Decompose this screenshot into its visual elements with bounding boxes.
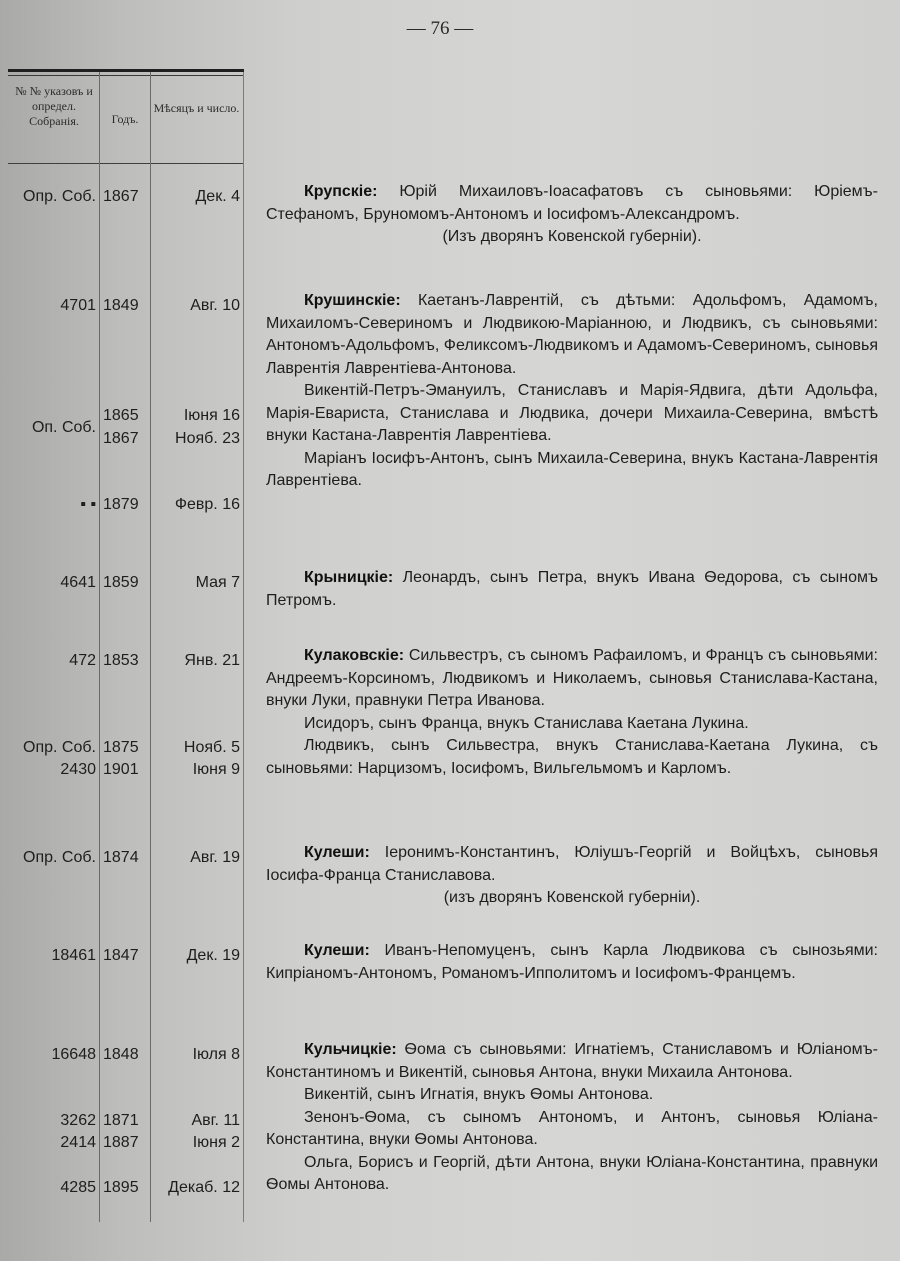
entry-text: Юрій Михаиловъ-Іоасафатовъ съ сыновьями: Юріемъ- Стефаномъ, Бруномомъ-Антономъ и Іосифомъ-Александромъ. (266, 183, 878, 223)
row-year: 1879 (103, 496, 139, 513)
row-date: Іюня 9 (192, 761, 240, 778)
table-top-rule-thin (8, 75, 244, 76)
entry-kuleshi-1 (266, 842, 878, 910)
row-number: 2414 (60, 1134, 96, 1151)
row-date: Декаб. 12 (168, 1179, 240, 1196)
entry-text: Ѳома съ сыновьями: Игнатіемъ, Станиславомъ и Юліаномъ-Константиномъ и Викентій, сыновья Антона, внуки Михаила Антонова. (266, 1041, 878, 1081)
entry-surname: Кульчицкіе: (304, 1041, 397, 1058)
row-year: 1871 (103, 1112, 139, 1129)
row-year: 1865 (103, 407, 139, 424)
row-year: 1848 (103, 1046, 139, 1063)
row-date: Іюня 2 (192, 1134, 240, 1151)
row-number: ▪ ▪ (80, 496, 96, 513)
row-number: Опр. Соб. (23, 849, 96, 866)
row-date: Нояб. 5 (183, 739, 240, 756)
entry-text: Сильвестръ, съ сыномъ Рафаиломъ, и Францъ съ сыновьями: Андреемъ-Корсиномъ, Людвикомъ и Николаемъ, сыновья Станислава-Кастана, внуки Луки, правнуки Петра Иванова. (266, 647, 878, 709)
row-number: Оп. Соб. (31, 419, 96, 436)
column-header-number: № № указовъ и определ. Собранія. (15, 84, 93, 128)
entry-surname: Крушинскіе: (304, 292, 401, 309)
row-year: 1875 (103, 739, 139, 756)
entry-text: Каетанъ-Лаврентій, съ дѣтьми: Адольфомъ, Адамомъ, Михаиломъ-Севериномъ и Людвикою-Маріанною, и Людвикъ, съ сыновьями: Антономъ-Адольфомъ, Феликсомъ-Людвикомъ и Адамомъ-Севериномъ, сыновья Лаврентія Лаврентіева-Антонова. (266, 292, 879, 377)
row-number: 472 (69, 652, 96, 669)
column-divider (243, 72, 244, 1222)
row-date: Авг. 11 (191, 1112, 240, 1129)
entry-text: Иванъ-Непомуценъ, сынъ Карла Людвикова съ сынозьями: Кипріаномъ-Антономъ, Романомъ-Ипполитомъ и Іосифомъ-Францемъ. (266, 942, 878, 982)
table-header-rule (8, 163, 244, 164)
row-year: 1887 (103, 1134, 139, 1151)
row-date: Іюля 8 (192, 1046, 240, 1063)
entry-text: Леонардъ, сынъ Петра, внукъ Ивана Ѳедорова, съ сыномъ Петромъ. (266, 569, 878, 609)
row-number: Опр. Соб. (23, 739, 96, 756)
row-date: Дек. 4 (195, 188, 240, 205)
entry-surname: Крупскіе: (304, 183, 378, 200)
row-date: Авг. 10 (190, 297, 240, 314)
row-number: Опр. Соб. (23, 188, 96, 205)
entry-text: Іеронимъ-Константинъ, Юліушъ-Георгій и Войцѣхъ, сыновья Іосифа-Франца Станиславова. (266, 844, 878, 884)
entry-paragraph: Ольга, Борисъ и Георгій, дѣти Антона, внуки Юліана-Константина, правнуки Ѳомы Антонова. (266, 1153, 878, 1193)
row-date: Іюня 16 (183, 407, 240, 424)
entry-kulchitskie (266, 1039, 878, 1197)
entry-paragraph: Исидоръ, сынъ Франца, внукъ Станислава Каетана Лукина. (304, 714, 749, 732)
row-year: 1895 (103, 1179, 139, 1196)
page-number: — 76 — (406, 18, 474, 39)
entry-paragraph: Зенонъ-Ѳома, съ сыномъ Антономъ, и Антонъ, сыновья Юліана-Константина, внуки Ѳомы Антонова. (266, 1108, 878, 1148)
row-year: 1901 (103, 761, 139, 778)
row-number: 18461 (51, 947, 96, 964)
row-number: 4285 (60, 1179, 96, 1196)
column-header-month: Мѣсяцъ и число. (153, 101, 240, 115)
row-number: 4701 (60, 297, 96, 314)
entry-paragraph: Людвикъ, сынъ Сильвестра, внукъ Станислава-Каетана Лукина, съ сыновьями: Нарцизомъ, Іосифомъ, Вильгельмомъ и Карломъ. (266, 737, 878, 777)
row-date: Мая 7 (195, 574, 240, 591)
row-number: 3262 (60, 1112, 96, 1129)
column-divider (150, 72, 151, 1222)
row-year: 1849 (103, 297, 139, 314)
entry-paragraph: Викентій, сынъ Игнатія, внукъ Ѳомы Антонова. (304, 1086, 654, 1103)
entry-surname: Крыницкіе: (304, 569, 394, 586)
row-year: 1853 (103, 652, 139, 669)
row-date: Февр. 16 (174, 496, 240, 513)
row-date: Янв. 21 (184, 652, 240, 669)
row-year: 1847 (103, 947, 139, 964)
entry-surname: Кулеши: (304, 844, 370, 861)
row-number: 16648 (51, 1046, 96, 1063)
entry-note: (Изъ дворянъ Ковенской губерніи). (442, 228, 702, 245)
table-top-rule (8, 69, 244, 72)
entry-paragraph: Викентій-Петръ-Эмануилъ, Станиславъ и Марія-Ядвига, дѣти Адольфа, Марія-Евариста, Станислава и Людвика, дочери Михаила-Северина, вмѣстѣ внуки Кастана-Лаврентія Лаврентіева. (266, 382, 878, 444)
entry-paragraph: Маріанъ Іосифъ-Антонъ, сынъ Михаила-Северина, внукъ Кастана-Лаврентія Лаврентіева. (266, 449, 878, 489)
entry-surname: Кулеши: (304, 942, 370, 959)
row-year: 1867 (103, 188, 139, 205)
entry-krupskie (266, 181, 878, 249)
row-number: 2430 (60, 761, 96, 778)
row-date: Авг. 19 (190, 849, 240, 866)
row-date: Нояб. 23 (175, 430, 240, 447)
row-number: 4641 (60, 574, 96, 591)
column-divider (99, 72, 100, 1222)
row-date: Дек. 19 (186, 947, 240, 964)
entry-kulakovskie (266, 645, 878, 780)
entry-surname: Кулаковскіе: (304, 647, 405, 664)
entry-krushinskie (266, 290, 878, 493)
entry-krynitskie (266, 567, 878, 612)
row-year: 1874 (103, 849, 139, 866)
row-year: 1859 (103, 574, 139, 591)
entry-note: (изъ дворянъ Ковенской губерніи). (443, 889, 701, 906)
column-header-year: Годъ. (111, 112, 139, 126)
row-year: 1867 (103, 430, 139, 447)
entry-kuleshi-2 (266, 940, 878, 985)
